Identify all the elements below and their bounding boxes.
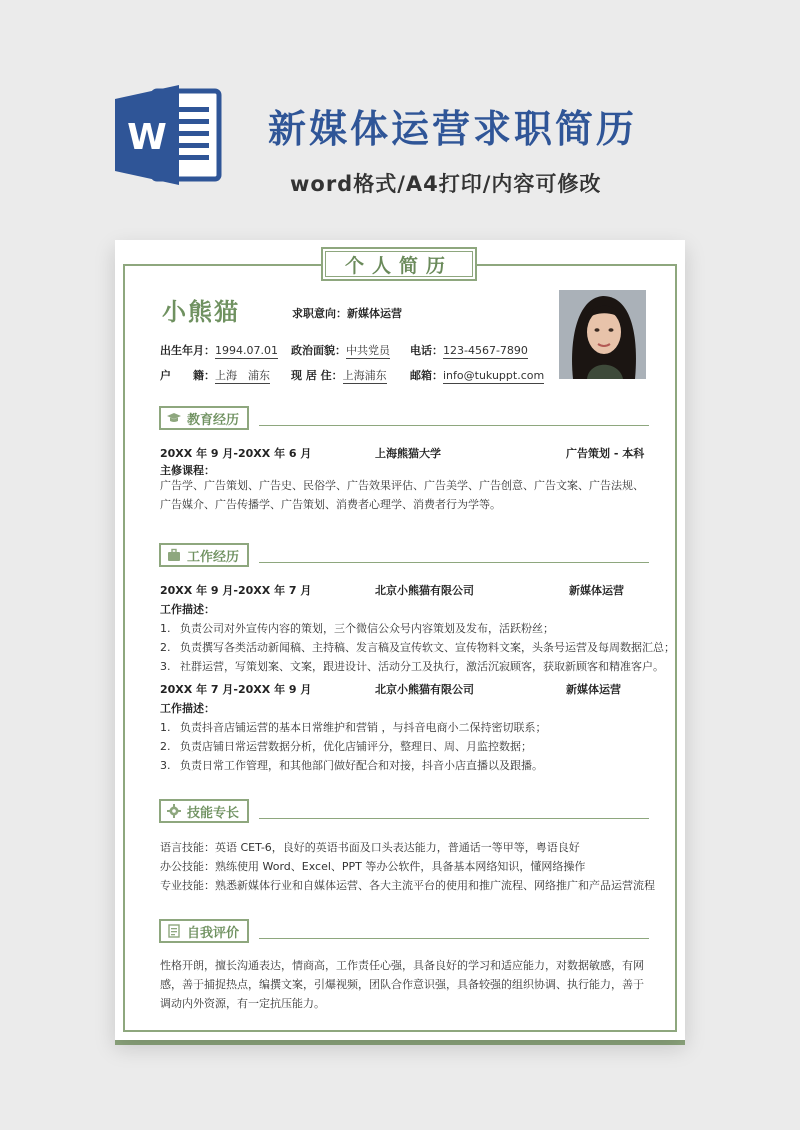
job-position: 新媒体运营 bbox=[569, 584, 624, 597]
job-duty-item: 2. 负责店铺日常运营数据分析，优化店铺评分，整理日、周、月监控数据； bbox=[160, 740, 532, 753]
job-duty-item: 3. 负责日常工作管理，和其他部门做好配合和对接，抖音小店直播以及跟播。 bbox=[160, 759, 543, 772]
section-title: 技能专长 bbox=[187, 805, 240, 821]
job-company: 北京小熊猫有限公司 bbox=[375, 683, 474, 696]
info-hukou bbox=[160, 367, 270, 383]
resume-badge bbox=[321, 247, 477, 281]
edu-period: 20XX 年 9 月-20XX 年 6 月 bbox=[160, 447, 312, 460]
job-intent-value: 新媒体运营 bbox=[347, 307, 402, 320]
info-label: 户 籍： bbox=[160, 369, 215, 382]
skill-item: 专业技能：熟悉新媒体行业和自媒体运营、各大主流平台的使用和推广流程、网络推广和产品运营流程 bbox=[160, 879, 655, 892]
info-email bbox=[410, 367, 544, 383]
candidate-name: 小熊猫 bbox=[162, 298, 240, 326]
resume-badge-label: 个人简历 bbox=[325, 251, 473, 277]
info-label: 出生年月： bbox=[160, 344, 215, 357]
job-company: 北京小熊猫有限公司 bbox=[375, 584, 474, 597]
skill-item: 语言技能：英语 CET-6，良好的英语书面及口头表达能力，普通话一等甲等，粤语良好 bbox=[160, 841, 580, 854]
job-duty-item: 3. 社群运营，写策划案、文案，跟进设计、活动分工及执行，激活沉寂顾客，获取新顾客和精准客户。 bbox=[160, 660, 664, 673]
job-period: 20XX 年 7 月-20XX 年 9 月 bbox=[160, 683, 312, 696]
info-label: 现 居 住： bbox=[291, 369, 343, 382]
notebook-icon bbox=[167, 924, 181, 938]
job-intent-label: 求职意向： bbox=[292, 307, 347, 320]
profile-photo-image bbox=[559, 290, 646, 379]
info-phone bbox=[410, 342, 528, 358]
edu-courses-label: 主修课程： bbox=[160, 464, 215, 477]
section-self-evaluation bbox=[159, 919, 649, 943]
document-subtitle: word格式/A4打印/内容可修改 bbox=[290, 172, 602, 196]
briefcase-icon bbox=[167, 548, 181, 562]
job-desc-label: 工作描述： bbox=[160, 603, 215, 616]
word-icon bbox=[115, 85, 225, 185]
job-duty-item: 2. 负责撰写各类活动新闻稿、主持稿、发言稿及宣传软文、宣传物料文案，头条号运营及每周数据汇总； bbox=[160, 641, 675, 654]
edu-major: 广告策划 - 本科 bbox=[566, 447, 645, 460]
profile-photo bbox=[559, 290, 646, 379]
section-tag bbox=[159, 543, 249, 567]
info-value: 123-4567-7890 bbox=[443, 344, 528, 357]
info-birth bbox=[160, 342, 278, 358]
section-divider bbox=[259, 425, 649, 426]
section-education bbox=[159, 406, 649, 430]
edu-courses: 广告学、广告策划、广告史、民俗学、广告效果评估、广告美学、广告创意、广告文案、广告法规、广告媒介、广告传播学、广告策划、消费者心理学、消费者行为学等。 bbox=[160, 479, 644, 511]
hero-header bbox=[0, 0, 800, 235]
section-title: 自我评价 bbox=[187, 925, 240, 941]
section-title: 工作经历 bbox=[187, 549, 240, 565]
section-divider bbox=[259, 818, 649, 819]
info-value: 上海 浦东 bbox=[215, 369, 270, 382]
info-value: 1994.07.01 bbox=[215, 344, 278, 357]
section-title: 教育经历 bbox=[187, 412, 240, 428]
info-residence bbox=[291, 367, 387, 383]
section-skills bbox=[159, 799, 649, 823]
section-work bbox=[159, 543, 649, 567]
info-label: 政治面貌： bbox=[291, 344, 346, 357]
section-divider bbox=[259, 938, 649, 939]
info-label: 电话： bbox=[410, 344, 443, 357]
info-political-status bbox=[291, 342, 390, 358]
resume-paper bbox=[115, 240, 685, 1040]
job-position: 新媒体运营 bbox=[566, 683, 621, 696]
section-tag bbox=[159, 919, 249, 943]
info-label: 邮箱： bbox=[410, 369, 443, 382]
edu-school: 上海熊猫大学 bbox=[375, 447, 441, 460]
svg-text:W: W bbox=[127, 117, 167, 158]
info-value: 上海浦东 bbox=[342, 369, 387, 382]
section-tag bbox=[159, 799, 249, 823]
section-tag bbox=[159, 406, 249, 430]
job-duty-item: 1. 负责抖音店铺运营的基本日常维护和营销 ，与抖音电商小二保持密切联系； bbox=[160, 721, 547, 734]
gear-icon bbox=[167, 804, 181, 818]
job-duty-item: 1. 负责公司对外宣传内容的策划，三个微信公众号内容策划及发布，活跃粉丝； bbox=[160, 622, 554, 635]
section-divider bbox=[259, 562, 649, 563]
job-intent bbox=[292, 305, 402, 321]
document-title: 新媒体运营求职简历 bbox=[268, 107, 638, 151]
job-desc-label: 工作描述： bbox=[160, 702, 215, 715]
info-value: 中共党员 bbox=[346, 344, 390, 357]
graduation-cap-icon bbox=[167, 411, 181, 425]
info-value: info@tukuppt.com bbox=[443, 369, 545, 382]
self-evaluation-text: 性格开朗，擅长沟通表达，情商高，工作责任心强，具备良好的学习和适应能力，对数据敏感，有网感，善于捕捉热点，编撰文案，引爆视频，团队合作意识强，具备较强的组织协调、执行能力，善于调动内外资源，有一定抗压能力。 bbox=[160, 959, 644, 1010]
job-period: 20XX 年 9 月-20XX 年 7 月 bbox=[160, 584, 312, 597]
skill-item: 办公技能：熟练使用 Word、Excel、PPT 等办公软件，具备基本网络知识，懂网络操作 bbox=[160, 860, 586, 873]
